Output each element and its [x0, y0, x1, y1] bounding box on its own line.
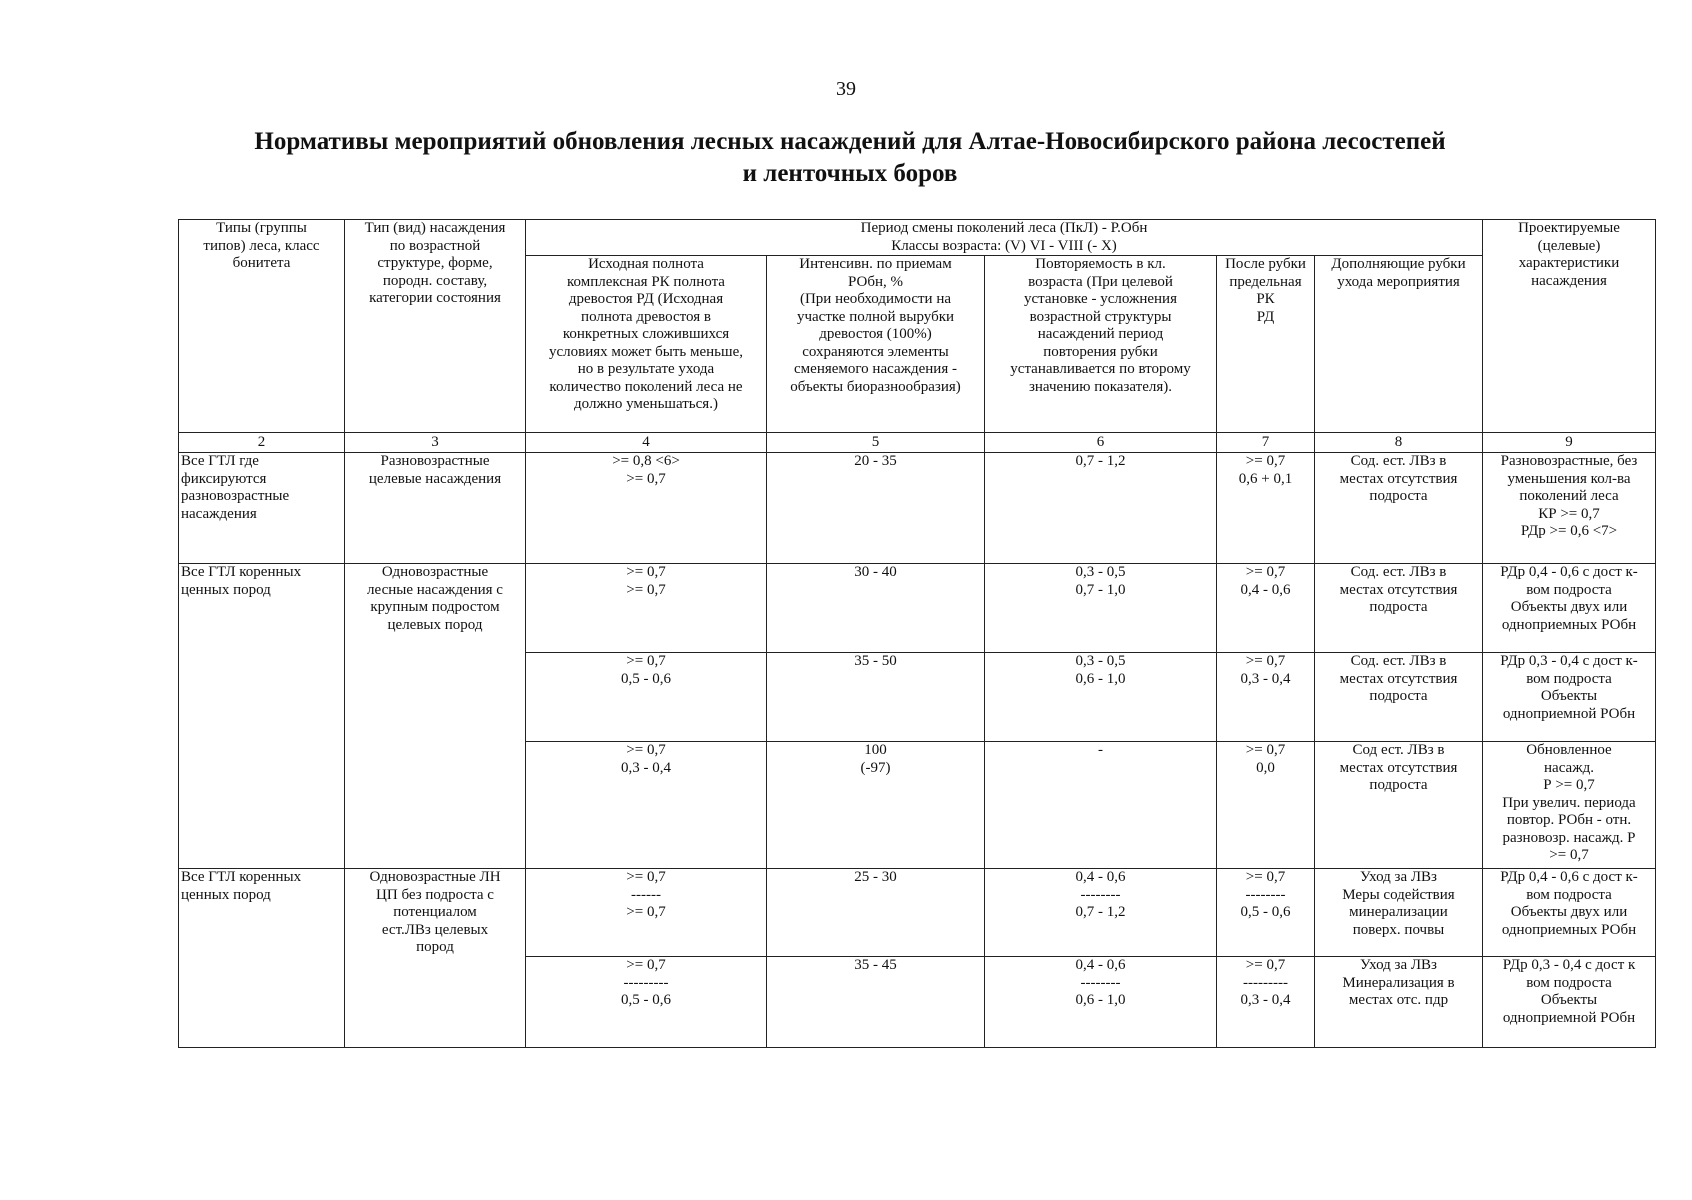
- cell-forest-type: Все ГТЛ коренных ценных пород: [179, 869, 345, 1048]
- column-number: 5: [767, 433, 985, 453]
- cell-stand-type: Разновозрастные целевые насаждения: [345, 453, 526, 564]
- column-number: 9: [1483, 433, 1656, 453]
- column-number: 2: [179, 433, 345, 453]
- cell-after-cutting: >= 0,7 -------- 0,5 - 0,6: [1217, 869, 1315, 957]
- cell-forest-type: Все ГТЛ где фиксируются разновозрастные насаждения: [179, 453, 345, 564]
- column-number-row: [179, 433, 1656, 453]
- cell-initial-density: >= 0,7 >= 0,7: [526, 564, 767, 653]
- header-initial-density: Исходная полнота комплексная РК полнота древостоя РД (Исходная полнота древостоя в конкретных сложившихся условиях может быть меньше, но в результате ухода количество поколений леса не должно уменьшаться.): [526, 256, 767, 433]
- norms-table: [178, 219, 1656, 1048]
- header-row: [179, 220, 1656, 256]
- column-number: 6: [985, 433, 1217, 453]
- cell-initial-density: >= 0,8 <6> >= 0,7: [526, 453, 767, 564]
- cell-repeatability: 0,3 - 0,5 0,7 - 1,0: [985, 564, 1217, 653]
- cell-after-cutting: >= 0,7 0,4 - 0,6: [1217, 564, 1315, 653]
- header-repeatability: Повторяемость в кл. возраста (При целевой установке - усложнения возрастной структуры насаждений период повторения рубки устанавливается по второму значению показателя).: [985, 256, 1217, 433]
- header-generation-period: Период смены поколений леса (ПкЛ) - Р.Обн Классы возраста: (V) VI - VIII (- X): [526, 220, 1483, 256]
- cell-target-characteristics: РДр 0,4 - 0,6 с дост к- вом подроста Объекты двух или одноприемных РОбн: [1483, 564, 1656, 653]
- cell-stand-type: Одновозрастные лесные насаждения с крупным подростом целевых пород: [345, 564, 526, 869]
- header-intensity: Интенсивн. по приемам РОбн, % (При необходимости на участке полной вырубки древостоя (100%) сохраняются элементы сменяемого насаждения - объекты биоразнообразия): [767, 256, 985, 433]
- cell-intensity: 25 - 30: [767, 869, 985, 957]
- cell-intensity: 100 (-97): [767, 742, 985, 869]
- cell-target-characteristics: Разновозрастные, без уменьшения кол-ва поколений леса КР >= 0,7 РДр >= 0,6 <7>: [1483, 453, 1656, 564]
- cell-target-characteristics: РДр 0,4 - 0,6 с дост к- вом подроста Объекты двух или одноприемных РОбн: [1483, 869, 1656, 957]
- header-additional-measures: Дополняющие рубки ухода мероприятия: [1315, 256, 1483, 433]
- cell-target-characteristics: Обновленное насажд. Р >= 0,7 При увелич. периода повтор. РОбн - отн. разновозр. насажд. Р >= 0,7: [1483, 742, 1656, 869]
- cell-target-characteristics: РДр 0,3 - 0,4 с дост к вом подроста Объекты одноприемной РОбн: [1483, 957, 1656, 1048]
- cell-additional-measures: Уход за ЛВз Минерализация в местах отс. пдр: [1315, 957, 1483, 1048]
- cell-repeatability: 0,4 - 0,6 -------- 0,7 - 1,2: [985, 869, 1217, 957]
- title-line-2: и ленточных боров: [742, 160, 958, 187]
- page-number: 39: [836, 78, 856, 100]
- cell-forest-type: Все ГТЛ коренных ценных пород: [179, 564, 345, 869]
- table-row: [179, 453, 1656, 564]
- cell-after-cutting: >= 0,7 0,6 + 0,1: [1217, 453, 1315, 564]
- cell-intensity: 20 - 35: [767, 453, 985, 564]
- header-after-cutting: После рубки предельная РК РД: [1217, 256, 1315, 433]
- cell-intensity: 35 - 45: [767, 957, 985, 1048]
- column-number: 7: [1217, 433, 1315, 453]
- cell-stand-type: Одновозрастные ЛН ЦП без подроста с потенциалом ест.ЛВз целевых пород: [345, 869, 526, 1048]
- cell-repeatability: 0,3 - 0,5 0,6 - 1,0: [985, 653, 1217, 742]
- title-line-1: Нормативы мероприятий обновления лесных насаждений для Алтае-Новосибирского района лесостепей: [254, 128, 1446, 155]
- column-number: 8: [1315, 433, 1483, 453]
- table-row: [179, 564, 1656, 653]
- cell-initial-density: >= 0,7 0,3 - 0,4: [526, 742, 767, 869]
- cell-initial-density: >= 0,7 ------ >= 0,7: [526, 869, 767, 957]
- cell-after-cutting: >= 0,7 0,0: [1217, 742, 1315, 869]
- cell-additional-measures: Сод ест. ЛВз в местах отсутствия подроста: [1315, 742, 1483, 869]
- cell-intensity: 35 - 50: [767, 653, 985, 742]
- cell-repeatability: 0,4 - 0,6 -------- 0,6 - 1,0: [985, 957, 1217, 1048]
- column-number: 4: [526, 433, 767, 453]
- table-row: [179, 869, 1656, 957]
- header-stand-type: Тип (вид) насаждения по возрастной структуре, форме, породн. составу, категории состояния: [345, 220, 526, 433]
- cell-additional-measures: Сод. ест. ЛВз в местах отсутствия подроста: [1315, 453, 1483, 564]
- cell-additional-measures: Сод. ест. ЛВз в местах отсутствия подроста: [1315, 564, 1483, 653]
- document-title: [140, 126, 1560, 190]
- cell-additional-measures: Сод. ест. ЛВз в местах отсутствия подроста: [1315, 653, 1483, 742]
- cell-repeatability: 0,7 - 1,2: [985, 453, 1217, 564]
- cell-target-characteristics: РДр 0,3 - 0,4 с дост к- вом подроста Объекты одноприемной РОбн: [1483, 653, 1656, 742]
- header-target-characteristics: Проектируемые (целевые) характеристики насаждения: [1483, 220, 1656, 433]
- cell-intensity: 30 - 40: [767, 564, 985, 653]
- cell-after-cutting: >= 0,7 0,3 - 0,4: [1217, 653, 1315, 742]
- cell-initial-density: >= 0,7 --------- 0,5 - 0,6: [526, 957, 767, 1048]
- cell-initial-density: >= 0,7 0,5 - 0,6: [526, 653, 767, 742]
- column-number: 3: [345, 433, 526, 453]
- header-forest-type: Типы (группы типов) леса, класс бонитета: [179, 220, 345, 433]
- cell-repeatability: -: [985, 742, 1217, 869]
- cell-after-cutting: >= 0,7 --------- 0,3 - 0,4: [1217, 957, 1315, 1048]
- cell-additional-measures: Уход за ЛВз Меры содействия минерализации поверх. почвы: [1315, 869, 1483, 957]
